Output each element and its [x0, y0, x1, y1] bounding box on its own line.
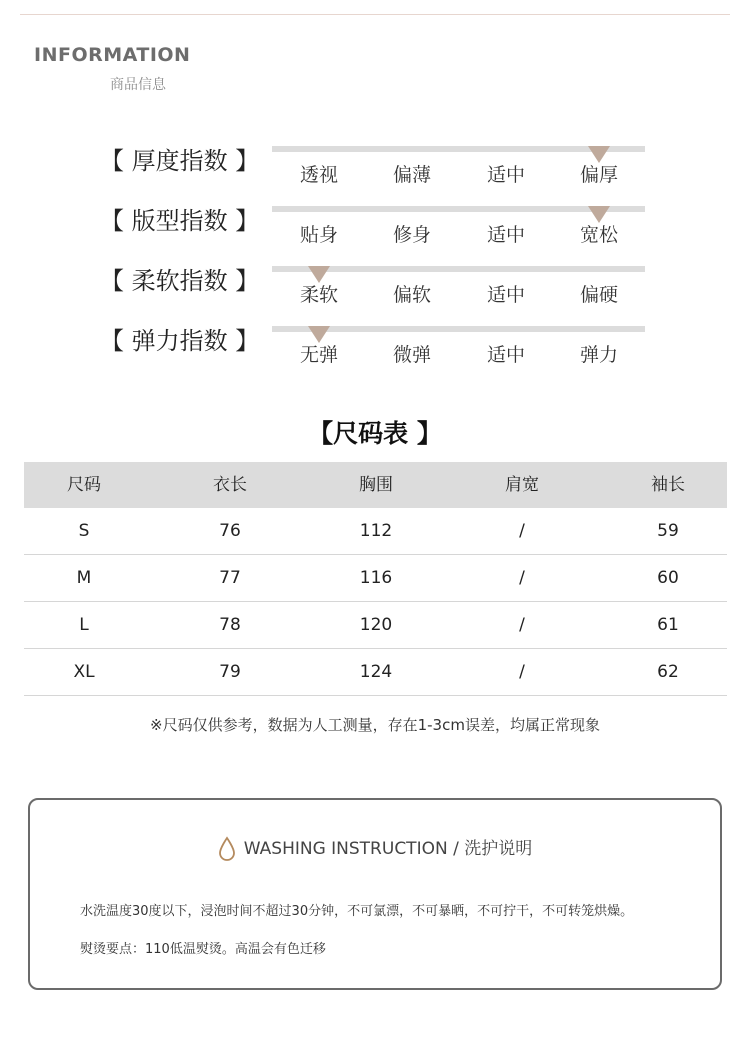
table-header-cell: 尺码: [67, 475, 101, 495]
index-option: 偏薄: [392, 164, 431, 186]
index-label: 【 弹力指数 】: [100, 327, 260, 355]
index-option: 贴身: [299, 224, 338, 246]
index-option: 适中: [486, 164, 525, 186]
table-header-cell: 肩宽: [505, 475, 539, 495]
index-option: 适中: [486, 284, 525, 306]
index-option: 柔软: [299, 284, 338, 306]
index-option: 偏软: [392, 284, 431, 306]
washing-text-line: 水洗温度30度以下，浸泡时间不超过30分钟，不可氯漂，不可暴晒，不可拧干，不可转笼烘燥。: [80, 904, 634, 919]
index-option: 微弹: [392, 344, 431, 366]
table-row: [24, 555, 727, 602]
table-cell: 112: [359, 521, 393, 541]
table-cell: M: [76, 568, 92, 588]
index-row-thickness: [0, 141, 750, 201]
table-row: [24, 508, 727, 555]
table-cell: S: [78, 521, 90, 541]
index-option: 偏厚: [579, 164, 618, 186]
table-cell: 76: [219, 521, 241, 541]
index-option: 无弹: [299, 344, 338, 366]
table-cell: 77: [219, 568, 241, 588]
washing-instruction-box: [28, 798, 722, 990]
water-drop-icon: [218, 836, 236, 862]
table-cell: 116: [359, 568, 393, 588]
table-cell: L: [79, 615, 89, 635]
table-cell: /: [519, 662, 525, 682]
information-title: INFORMATION: [34, 44, 191, 66]
index-label: 【 厚度指数 】: [100, 147, 260, 175]
table-cell: 124: [359, 662, 393, 682]
washing-title: WASHING INSTRUCTION / 洗护说明: [243, 839, 533, 859]
table-cell: 60: [657, 568, 679, 588]
index-option: 宽松: [579, 224, 618, 246]
washing-text-line: 熨烫要点：110低温熨烫。高温会有色迁移: [80, 942, 326, 957]
index-option: 修身: [392, 224, 431, 246]
table-header-cell: 胸围: [359, 475, 393, 495]
table-cell: /: [519, 521, 525, 541]
index-option: 透视: [299, 164, 338, 186]
table-cell: 79: [219, 662, 241, 682]
index-row-elasticity: [0, 321, 750, 381]
table-row: [24, 649, 727, 696]
top-divider: [20, 14, 730, 15]
index-option: 弹力: [579, 344, 618, 366]
table-row: [24, 602, 727, 649]
index-label: 【 版型指数 】: [100, 207, 260, 235]
table-cell: XL: [73, 662, 95, 682]
table-cell: 120: [359, 615, 393, 635]
index-option: 适中: [486, 224, 525, 246]
table-cell: 62: [657, 662, 679, 682]
table-cell: 78: [219, 615, 241, 635]
table-cell: 59: [657, 521, 679, 541]
size-note: ※尺码仅供参考，数据为人工测量，存在1-3cm误差，均属正常现象: [150, 716, 600, 734]
index-row-fit: [0, 201, 750, 261]
index-option: 适中: [486, 344, 525, 366]
table-header-cell: 袖长: [651, 475, 685, 495]
table-cell: /: [519, 615, 525, 635]
size-table: [24, 462, 727, 696]
index-label: 【 柔软指数 】: [100, 267, 260, 295]
table-cell: /: [519, 568, 525, 588]
index-option: 偏硬: [579, 284, 618, 306]
table-header-row: [24, 462, 727, 508]
washing-header: [30, 834, 720, 862]
table-header-cell: 衣长: [213, 475, 247, 495]
information-subtitle: 商品信息: [110, 77, 166, 93]
index-row-softness: [0, 261, 750, 321]
size-chart-title: 【尺码表 】: [308, 419, 442, 448]
table-cell: 61: [657, 615, 679, 635]
